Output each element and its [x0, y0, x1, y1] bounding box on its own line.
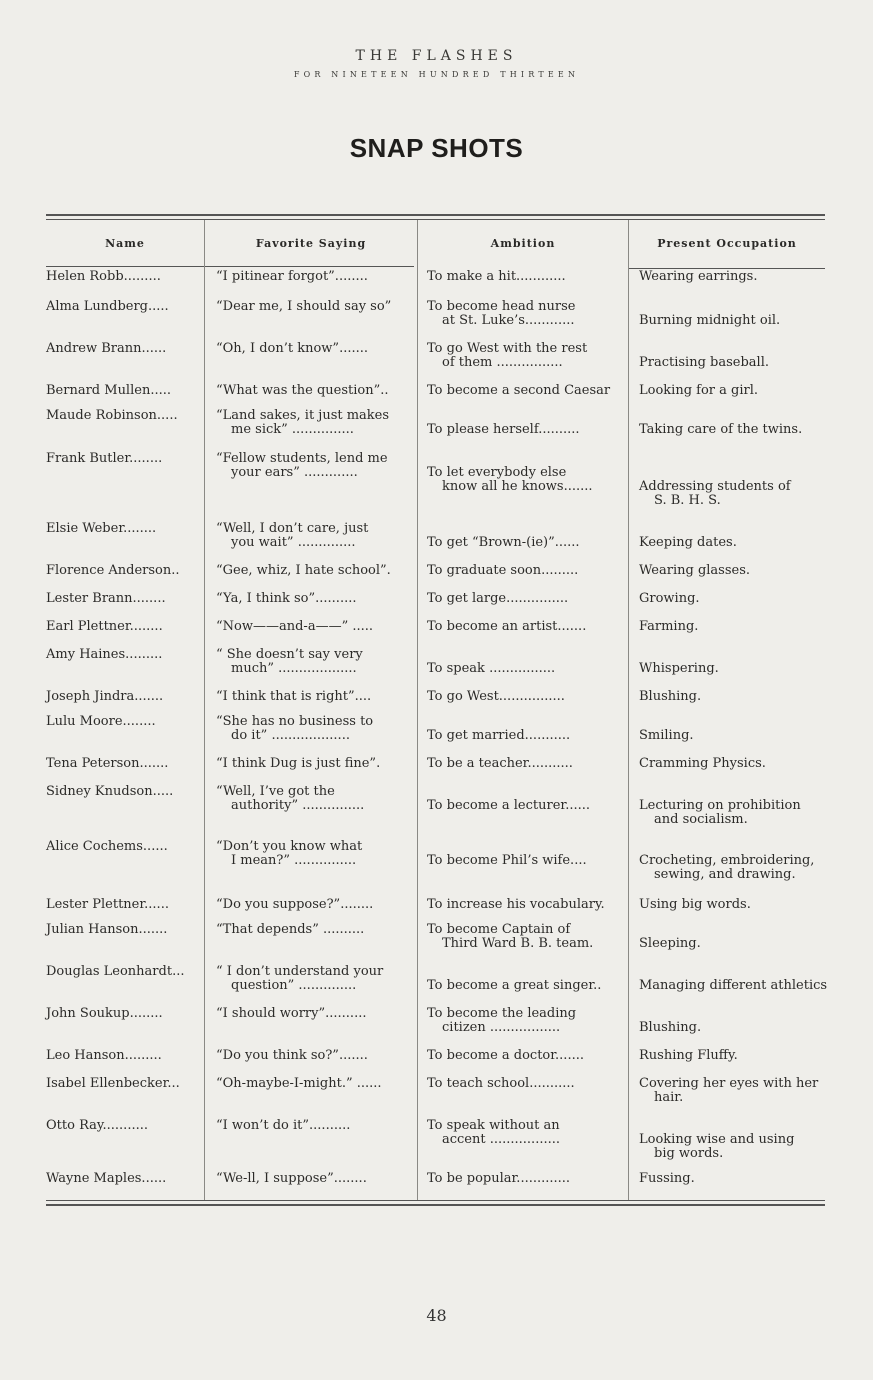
cell-line: “Fellow students, lend me — [216, 451, 388, 466]
cell-line: and socialism. — [654, 812, 748, 827]
occupation-cell — [639, 979, 854, 993]
saying-cell — [216, 522, 416, 550]
name-cell: Julian Hanson....... — [46, 922, 168, 937]
cell-line: do it” ................... — [231, 728, 350, 743]
bottom-rule-1 — [46, 1200, 825, 1201]
cell-line: Rushing Fluffy. — [639, 1048, 738, 1063]
cell-line: “Dear me, I should say so” — [216, 299, 392, 314]
name-cell: Otto Ray........... — [46, 1118, 148, 1133]
ambition-cell — [427, 1119, 627, 1147]
occupation-cell — [639, 536, 854, 550]
ambition-cell — [427, 690, 627, 704]
name-cell: Isabel Ellenbecker... — [46, 1076, 180, 1091]
occupation-cell — [639, 1172, 854, 1186]
column-header-ambition: Ambition — [490, 237, 556, 250]
cell-line: “We-ll, I suppose”........ — [216, 1171, 367, 1186]
occupation-cell — [639, 937, 854, 951]
ambition-cell — [427, 592, 627, 606]
saying-cell — [216, 1172, 416, 1186]
cell-line: S. B. H. S. — [654, 493, 721, 508]
cell-line: much” ................... — [231, 661, 357, 676]
cell-line: know all he knows....... — [442, 479, 593, 494]
saying-cell — [216, 592, 416, 606]
cell-line: Farming. — [639, 619, 699, 634]
occupation-cell — [639, 662, 854, 676]
cell-line: Whispering. — [639, 661, 719, 676]
occupation-cell — [639, 480, 854, 508]
name-cell: Florence Anderson.. — [46, 563, 180, 578]
name-cell: Leo Hanson......... — [46, 1048, 162, 1063]
occupation-cell — [639, 423, 854, 437]
cell-line: your ears” ............. — [231, 465, 358, 480]
cell-line: To speak without an — [427, 1118, 560, 1133]
cell-line: To become an artist....... — [427, 619, 587, 634]
occupation-cell — [639, 1133, 854, 1161]
saying-cell — [216, 1077, 416, 1091]
name-cell: Douglas Leonhardt... — [46, 964, 185, 979]
saying-cell — [216, 384, 416, 398]
cell-line: To become the leading — [427, 1006, 577, 1021]
ambition-cell — [427, 854, 627, 868]
cell-line: Cramming Physics. — [639, 756, 766, 771]
cell-line: To make a hit............ — [427, 269, 566, 284]
saying-cell — [216, 785, 416, 813]
top-rule-2 — [46, 219, 825, 220]
cell-line: Managing different athletics — [639, 978, 828, 993]
ambition-cell — [427, 620, 627, 634]
cell-line: To be a teacher........... — [427, 756, 573, 771]
cell-line: “What was the question”.. — [216, 383, 389, 398]
column-divider — [417, 220, 418, 1200]
saying-cell — [216, 1049, 416, 1063]
column-divider — [628, 220, 629, 1200]
cell-line: “Land sakes, it just makes — [216, 408, 390, 423]
cell-line: To become a lecturer...... — [427, 798, 590, 813]
cell-line: “Oh, I don’t know”....... — [216, 341, 368, 356]
saying-cell — [216, 620, 416, 634]
occupation-cell — [639, 356, 854, 370]
cell-line: Sleeping. — [639, 936, 701, 951]
saying-cell — [216, 409, 416, 437]
ambition-cell — [427, 342, 627, 370]
ambition-cell — [427, 564, 627, 578]
cell-line: big words. — [654, 1146, 724, 1161]
cell-line: “I pitinear forgot”........ — [216, 269, 368, 284]
cell-line: To be popular............. — [427, 1171, 571, 1186]
cell-line: “Oh-maybe-I-might.” ...... — [216, 1076, 382, 1091]
name-cell: Helen Robb......... — [46, 269, 161, 284]
cell-line: “Now——and-a——” ..... — [216, 619, 374, 634]
cell-line: “ I don’t understand your — [216, 964, 384, 979]
saying-cell — [216, 965, 416, 993]
cell-line: To go West with the rest — [427, 341, 588, 356]
cell-line: sewing, and drawing. — [654, 867, 796, 882]
cell-line: at St. Luke’s............ — [442, 313, 575, 328]
ambition-cell — [427, 979, 627, 993]
cell-line: To become a doctor....... — [427, 1048, 584, 1063]
ambition-cell — [427, 662, 627, 676]
occupation-cell — [639, 690, 854, 704]
cell-line: accent ................. — [442, 1132, 560, 1147]
name-cell: Andrew Brann...... — [46, 341, 167, 356]
ambition-cell — [427, 757, 627, 771]
name-cell: Joseph Jindra....... — [46, 689, 164, 704]
occupation-cell — [639, 1049, 854, 1063]
cell-line: “I should worry”.......... — [216, 1006, 367, 1021]
cell-line: Fussing. — [639, 1171, 695, 1186]
name-cell: Lester Brann........ — [46, 591, 166, 606]
saying-cell — [216, 342, 416, 356]
cell-line: of them ................ — [442, 355, 563, 370]
ambition-cell — [427, 1172, 627, 1186]
cell-line: Keeping dates. — [639, 535, 737, 550]
occupation-cell — [639, 1021, 854, 1035]
cell-line: I mean?” ............... — [231, 853, 357, 868]
cell-line: To get large............... — [427, 591, 569, 606]
cell-line: Practising baseball. — [639, 355, 769, 370]
name-cell: John Soukup........ — [46, 1006, 163, 1021]
saying-cell — [216, 923, 416, 937]
cell-line: citizen ................. — [442, 1020, 561, 1035]
name-cell: Frank Butler........ — [46, 451, 163, 466]
occupation-cell — [639, 757, 854, 771]
column-header-name: Name — [105, 237, 145, 250]
ambition-cell — [427, 1049, 627, 1063]
cell-line: To go West................ — [427, 689, 565, 704]
ambition-cell — [427, 1007, 627, 1035]
cell-line: “She has no business to — [216, 714, 374, 729]
occupation-cell — [639, 898, 854, 912]
ambition-cell — [427, 423, 627, 437]
occupation-cell — [639, 384, 854, 398]
header-rule-name — [46, 266, 414, 267]
column-header-occupation: Present Occupation — [657, 237, 797, 250]
cell-line: Using big words. — [639, 897, 751, 912]
cell-line: “I think Dug is just fine”. — [216, 756, 381, 771]
cell-line: To let everybody else — [427, 465, 567, 480]
name-cell: Wayne Maples...... — [46, 1171, 167, 1186]
ambition-cell — [427, 898, 627, 912]
cell-line: Lecturing on prohibition — [639, 798, 801, 813]
cell-line: you wait” .............. — [231, 535, 356, 550]
cell-line: To get married........... — [427, 728, 571, 743]
name-cell: Earl Plettner........ — [46, 619, 163, 634]
saying-cell — [216, 715, 416, 743]
occupation-cell — [639, 854, 854, 882]
cell-line: Looking wise and using — [639, 1132, 795, 1147]
cell-line: “Do you think so?”....... — [216, 1048, 368, 1063]
cell-line: Third Ward B. B. team. — [442, 936, 594, 951]
cell-line: Blushing. — [639, 689, 702, 704]
cell-line: “Well, I don’t care, just — [216, 521, 369, 536]
ambition-cell — [427, 466, 627, 494]
cell-line: To speak ................ — [427, 661, 556, 676]
name-cell: Elsie Weber........ — [46, 521, 157, 536]
cell-line: Crocheting, embroidering, — [639, 853, 815, 868]
column-divider — [204, 220, 205, 1200]
ambition-cell — [427, 300, 627, 328]
cell-line: Burning midnight oil. — [639, 313, 781, 328]
cell-line: To become head nurse — [427, 299, 576, 314]
column-header-saying: Favorite Saying — [255, 237, 367, 250]
name-cell: Bernard Mullen..... — [46, 383, 171, 398]
cell-line: “Well, I’ve got the — [216, 784, 335, 799]
saying-cell — [216, 270, 416, 284]
cell-line: hair. — [654, 1090, 684, 1105]
ambition-cell — [427, 729, 627, 743]
ambition-cell — [427, 923, 627, 951]
ambition-cell — [427, 270, 627, 284]
publication-title: THE FLASHES — [355, 48, 518, 64]
cell-line: question” .............. — [231, 978, 357, 993]
name-cell: Tena Peterson....... — [46, 756, 169, 771]
occupation-cell — [639, 620, 854, 634]
occupation-cell — [639, 592, 854, 606]
bottom-rule-2 — [46, 1204, 825, 1206]
publication-subtitle: FOR NINETEEN HUNDRED THIRTEEN — [293, 70, 580, 79]
cell-line: “That depends” .......... — [216, 922, 365, 937]
name-cell: Alma Lundberg..... — [46, 299, 169, 314]
cell-line: Taking care of the twins. — [639, 422, 803, 437]
cell-line: To graduate soon......... — [427, 563, 579, 578]
page-title: SNAP SHOTS — [349, 133, 524, 163]
saying-cell — [216, 564, 416, 578]
saying-cell — [216, 840, 416, 868]
name-cell: Amy Haines......... — [46, 647, 163, 662]
occupation-cell — [639, 270, 854, 284]
cell-line: “I think that is right”.... — [216, 689, 372, 704]
ambition-cell — [427, 384, 627, 398]
cell-line: To please herself.......... — [427, 422, 580, 437]
cell-line: To become a second Caesar — [427, 383, 611, 398]
cell-line: Looking for a girl. — [639, 383, 758, 398]
cell-line: To become Phil’s wife.... — [427, 853, 587, 868]
cell-line: Addressing students of — [639, 479, 791, 494]
ambition-cell — [427, 1077, 627, 1091]
name-cell: Lester Plettner...... — [46, 897, 169, 912]
cell-line: Smiling. — [639, 728, 694, 743]
saying-cell — [216, 648, 416, 676]
page-number: 48 — [426, 1306, 447, 1325]
cell-line: me sick” ............... — [231, 422, 354, 437]
cell-line: “I won’t do it”.......... — [216, 1118, 351, 1133]
ambition-cell — [427, 536, 627, 550]
name-cell: Alice Cochems...... — [46, 839, 168, 854]
cell-line: To become a great singer.. — [427, 978, 602, 993]
top-rule-1 — [46, 214, 825, 216]
cell-line: Wearing earrings. — [639, 269, 758, 284]
occupation-cell — [639, 729, 854, 743]
saying-cell — [216, 690, 416, 704]
cell-line: To teach school........... — [427, 1076, 575, 1091]
saying-cell — [216, 452, 416, 480]
cell-line: To get “Brown-(ie)”...... — [427, 535, 580, 550]
saying-cell — [216, 1007, 416, 1021]
name-cell: Lulu Moore........ — [46, 714, 156, 729]
cell-line: Covering her eyes with her — [639, 1076, 819, 1091]
cell-line: “Don’t you know what — [216, 839, 363, 854]
saying-cell — [216, 898, 416, 912]
occupation-cell — [639, 564, 854, 578]
cell-line: authority” ............... — [231, 798, 365, 813]
saying-cell — [216, 1119, 416, 1133]
saying-cell — [216, 300, 416, 314]
cell-line: Wearing glasses. — [639, 563, 751, 578]
cell-line: Growing. — [639, 591, 700, 606]
cell-line: To increase his vocabulary. — [427, 897, 605, 912]
cell-line: Blushing. — [639, 1020, 702, 1035]
cell-line: “Ya, I think so”.......... — [216, 591, 357, 606]
occupation-cell — [639, 1077, 854, 1105]
ambition-cell — [427, 799, 627, 813]
cell-line: To become Captain of — [427, 922, 571, 937]
cell-line: “ She doesn’t say very — [216, 647, 363, 662]
saying-cell — [216, 757, 416, 771]
name-cell: Sidney Knudson..... — [46, 784, 174, 799]
cell-line: “Gee, whiz, I hate school”. — [216, 563, 391, 578]
occupation-cell — [639, 314, 854, 328]
name-cell: Maude Robinson..... — [46, 408, 178, 423]
occupation-cell — [639, 799, 854, 827]
cell-line: “Do you suppose?”........ — [216, 897, 374, 912]
